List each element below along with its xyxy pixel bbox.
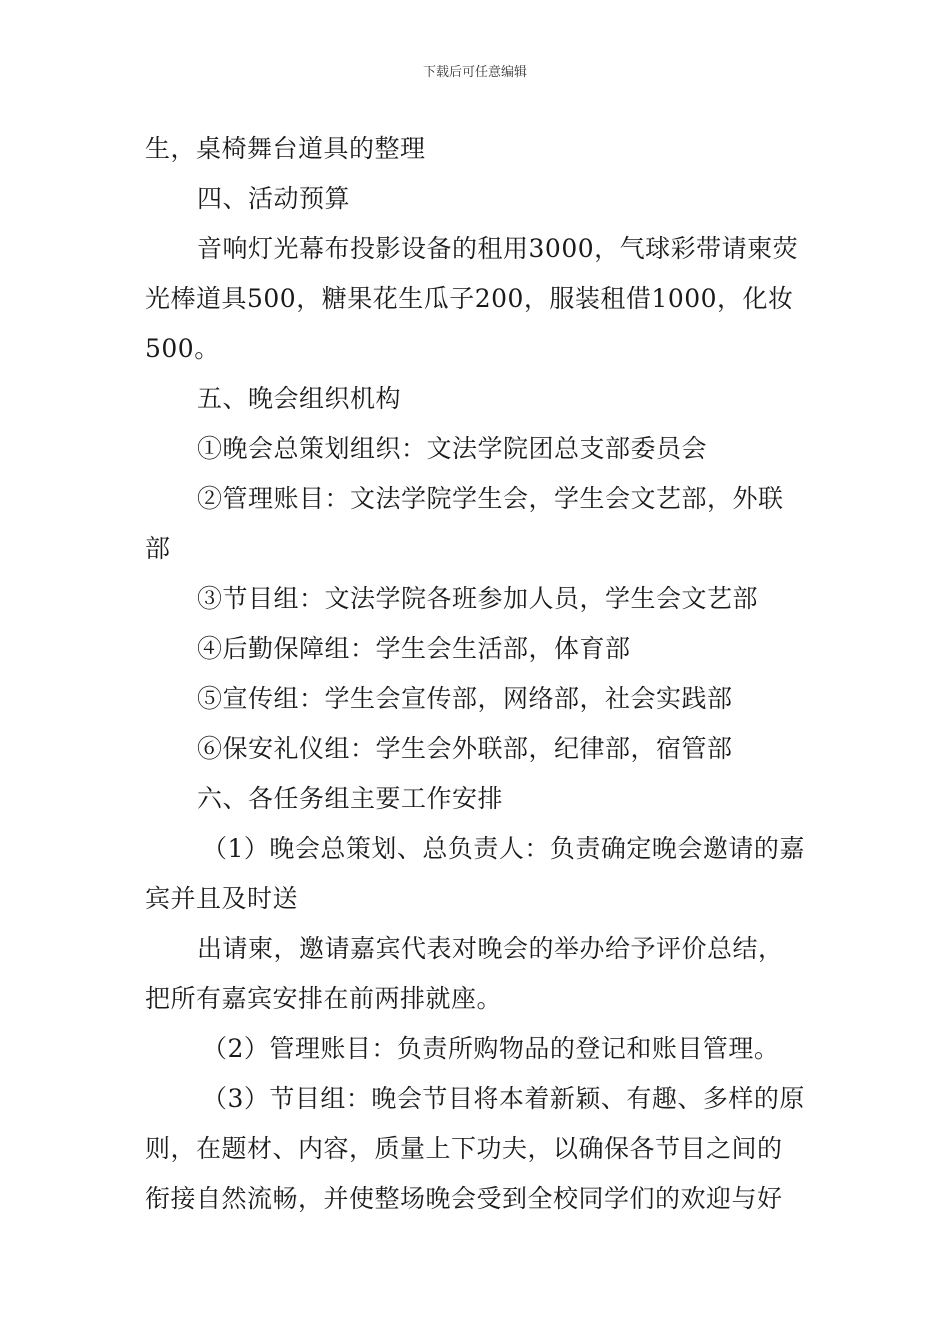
- list-item: ⑥保安礼仪组：学生会外联部，纪律部，宿管部: [197, 734, 733, 763]
- section-heading-organization: 五、晚会组织机构: [197, 384, 402, 413]
- paragraph-line: 生，桌椅舞台道具的整理: [145, 134, 426, 163]
- list-item: （3）节目组：晚会节目将本着新颖、有趣、多样的原: [202, 1084, 805, 1113]
- page-header: 下载后可任意编辑: [422, 65, 527, 80]
- list-item: ④后勤保障组：学生会生活部，体育部: [197, 634, 631, 663]
- paragraph-line: 则，在题材、内容，质量上下功夫，以确保各节目之间的: [145, 1134, 783, 1163]
- list-item: ①晚会总策划组织：文法学院团总支部委员会: [197, 434, 708, 463]
- document-body: [145, 124, 810, 1224]
- paragraph-line: 衔接自然流畅，并使整场晚会受到全校同学们的欢迎与好: [145, 1184, 783, 1213]
- list-item: ③节目组：文法学院各班参加人员，学生会文艺部: [197, 584, 759, 613]
- section-heading-budget: 四、活动预算: [197, 184, 351, 213]
- paragraph-line: 音响灯光幕布投影设备的租用3000，气球彩带请柬荧: [197, 234, 799, 263]
- paragraph-line: 光棒道具500，糖果花生瓜子200，服装租借1000，化妆: [145, 284, 794, 313]
- list-item: （1）晚会总策划、总负责人：负责确定晚会邀请的嘉: [202, 834, 805, 863]
- paragraph-line: 把所有嘉宾安排在前两排就座。: [145, 984, 503, 1013]
- paragraph-line: 部: [145, 534, 171, 563]
- list-item: ②管理账目：文法学院学生会，学生会文艺部，外联: [197, 484, 784, 513]
- list-item: （2）管理账目：负责所购物品的登记和账目管理。: [202, 1034, 780, 1063]
- paragraph-line: 500。: [145, 334, 220, 363]
- paragraph-line: 宾并且及时送: [145, 884, 299, 913]
- list-item: ⑤宣传组：学生会宣传部，网络部，社会实践部: [197, 684, 733, 713]
- paragraph-line: 出请柬，邀请嘉宾代表对晚会的举办给予评价总结，: [197, 934, 784, 963]
- section-heading-tasks: 六、各任务组主要工作安排: [197, 784, 504, 813]
